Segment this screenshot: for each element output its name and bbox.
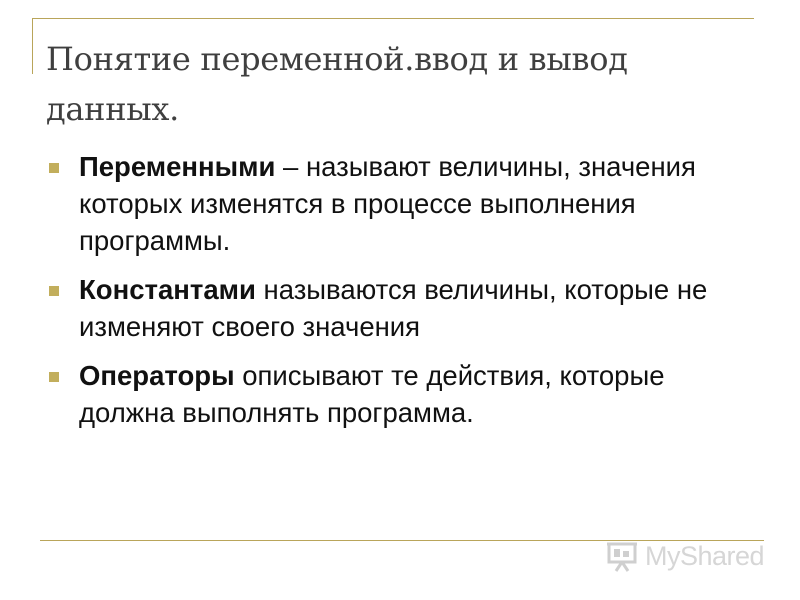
square-bullet-icon: [49, 163, 59, 173]
bullet-item-constants: [46, 271, 746, 345]
square-bullet-icon: [49, 372, 59, 382]
bullet-text: называются величины, которые не изменяют своего значения: [79, 274, 708, 342]
bullet-text: описывают те действия, которые должна выполнять программа.: [79, 360, 665, 428]
square-bullet-icon: [49, 286, 59, 296]
bullet-term: Переменными: [79, 151, 276, 182]
slide-title: Понятие переменной.ввод и вывод данных.: [46, 40, 628, 128]
bullet-list: [46, 148, 746, 443]
bullet-item-operators: [46, 357, 746, 431]
bullet-item-variables: [46, 148, 746, 259]
top-divider: [32, 18, 754, 19]
presentation-board-icon: [606, 540, 640, 572]
watermark: [606, 538, 764, 574]
bullet-term: Константами: [79, 274, 256, 305]
bullet-text: – называют величины, значения которых изменятся в процессе выполнения программы.: [79, 151, 696, 256]
title-accent-line: [32, 18, 33, 74]
watermark-text: MyShared: [645, 540, 765, 571]
bullet-term: Операторы: [79, 360, 235, 391]
